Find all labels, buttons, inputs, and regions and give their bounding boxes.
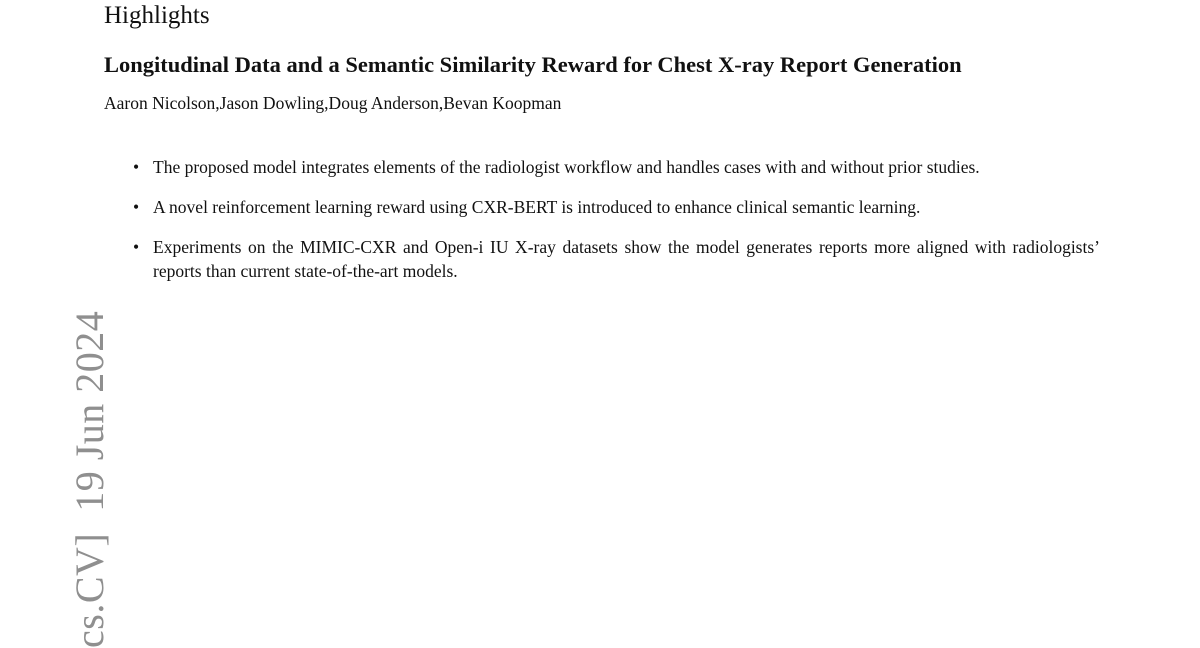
section-heading: Highlights <box>104 2 210 29</box>
bullet-icon: • <box>133 197 140 217</box>
bullet-icon: • <box>133 157 140 177</box>
highlight-item <box>130 155 1100 179</box>
author-list: Aaron Nicolson,Jason Dowling,Doug Anderson,Bevan Koopman <box>104 93 562 113</box>
highlight-item <box>130 195 1100 219</box>
highlight-text: The proposed model integrates elements of the radiologist workflow and handles cases with and without prior studies. <box>153 157 980 177</box>
highlight-item <box>130 235 1100 283</box>
arxiv-side-stamp: cs.CV] 19 Jun 2024 <box>67 310 112 648</box>
bullet-icon: • <box>133 237 140 257</box>
highlight-text: A novel reinforcement learning reward using CXR-BERT is introduced to enhance clinical semantic learning. <box>153 197 921 217</box>
highlight-text: Experiments on the MIMIC-CXR and Open-i IU X-ray datasets show the model generates reports more aligned with radiologists’ reports than current state-of-the-art models. <box>153 237 1100 281</box>
highlights-list <box>130 155 1100 299</box>
paper-title: Longitudinal Data and a Semantic Similarity Reward for Chest X-ray Report Generation <box>104 52 962 77</box>
